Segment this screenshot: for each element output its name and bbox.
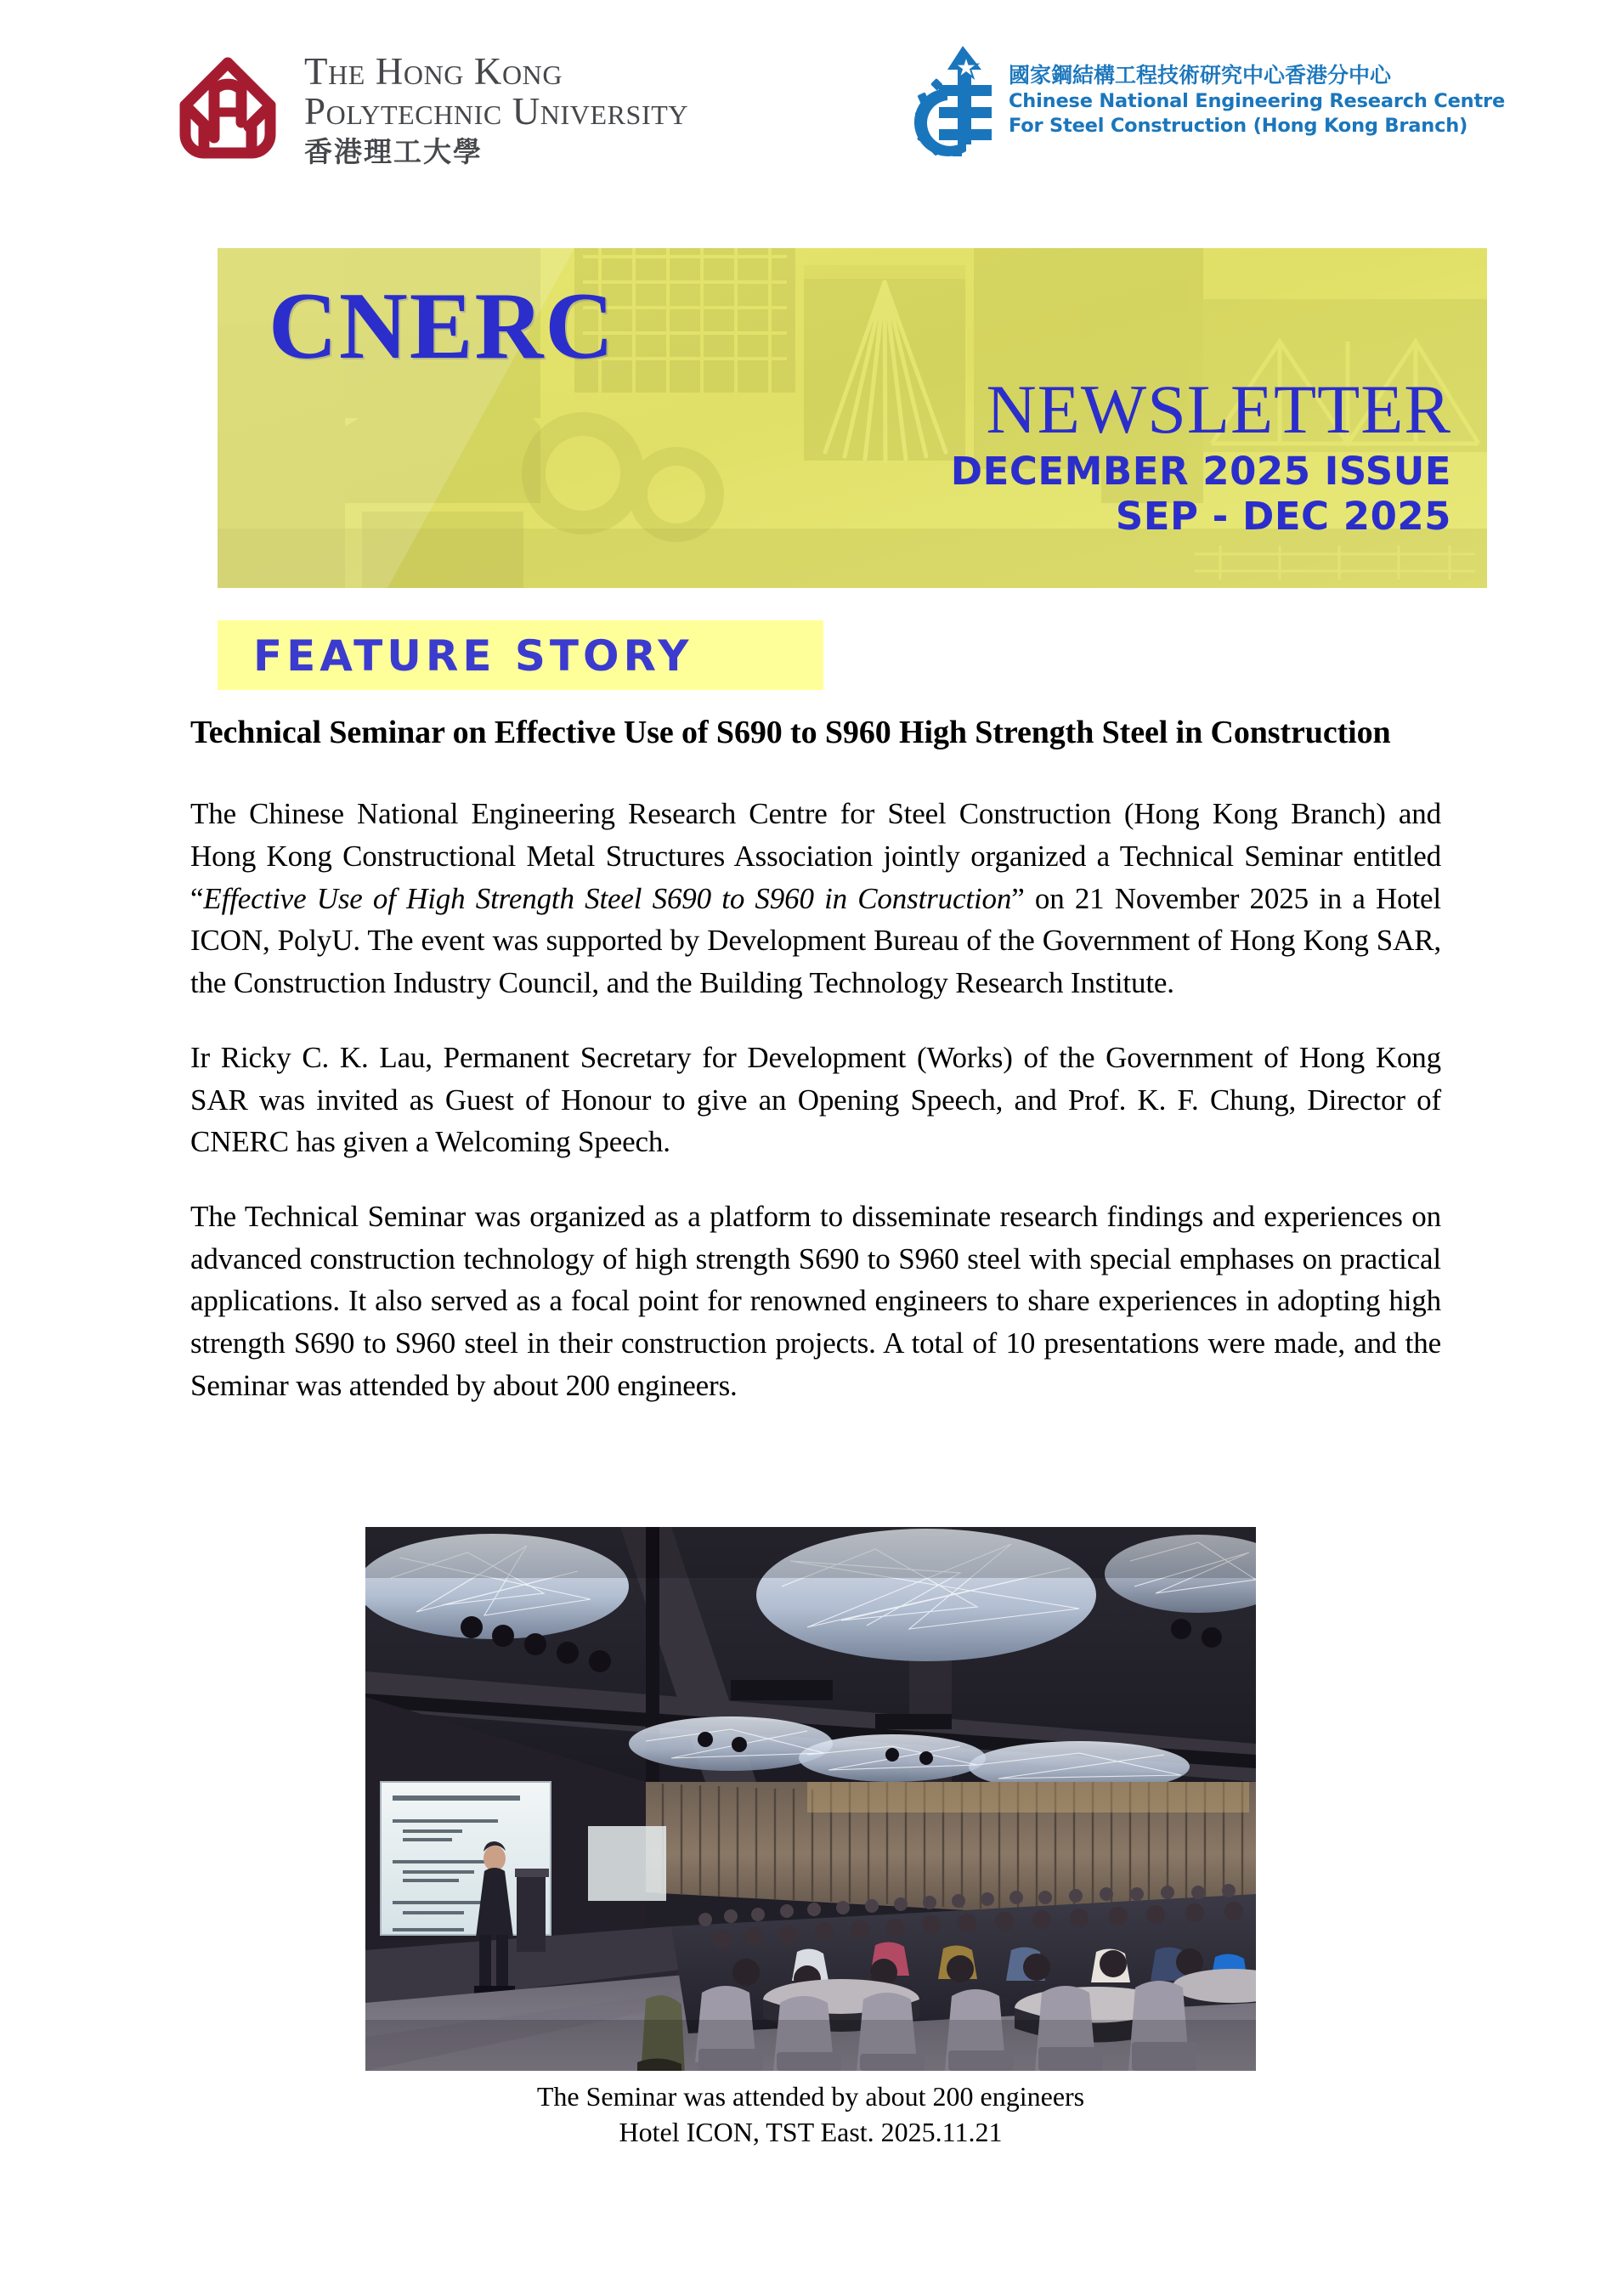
cnerc-wordmark bbox=[1009, 44, 1505, 139]
cnerc-name-chinese: 國家鋼結構工程技術研究中心香港分中心 bbox=[1009, 63, 1392, 88]
newsletter-banner bbox=[218, 248, 1487, 588]
polyu-name-line1: The Hong Kong bbox=[304, 49, 563, 93]
cnerc-gear-icon bbox=[913, 44, 997, 156]
banner-newsletter-label: NEWSLETTER bbox=[986, 370, 1451, 448]
photo-caption bbox=[365, 2079, 1256, 2150]
photo-caption-line1: The Seminar was attended by about 200 engineers bbox=[536, 2081, 1085, 2112]
banner-period-label: SEP - DEC 2025 bbox=[1115, 493, 1451, 539]
polyu-logo bbox=[163, 41, 775, 177]
polyu-knot-icon bbox=[163, 49, 292, 168]
cnerc-name-english-line2: For Steel Construction (Hong Kong Branch) bbox=[1009, 114, 1468, 137]
feature-story-tag bbox=[218, 620, 823, 690]
article-title: Technical Seminar on Effective Use of S690 to S960 High Strength Steel in Construction bbox=[190, 715, 1391, 750]
cnerc-logo bbox=[913, 44, 1542, 172]
banner-issue-label: DECEMBER 2025 ISSUE bbox=[950, 448, 1451, 494]
seminar-hall-photo bbox=[365, 1527, 1256, 2071]
polyu-name-line2: Polytechnic University bbox=[304, 89, 689, 133]
polyu-name-chinese: 香港理工大學 bbox=[304, 134, 483, 168]
article-paragraph-2: Ir Ricky C. K. Lau, Permanent Secretary for Development (Works) of the Government of Hong Kong SAR was invited as Guest of Honour to give an Opening Speech, and Prof. K. F. Chung, Director of CNERC has given a Welcoming Speech. bbox=[190, 1040, 1441, 1159]
banner-newsletter-block bbox=[950, 370, 1451, 539]
cnerc-name-english-line1: Chinese National Engineering Research Centre bbox=[1009, 89, 1506, 112]
feature-story-label: FEATURE STORY bbox=[253, 631, 693, 681]
article-paragraph-1: The Chinese National Engineering Research Centre for Steel Construction (Hong Kong Branch) and Hong Kong Constructional Metal Structures Association jointly organized a Technical Seminar entitled “Effective Use of High Strength Steel S690 to S960 in Construction” on 21 November 2025 in a Hotel ICON, PolyU. The event was supported by Development Bureau of the Government of Hong Kong SAR, the Construction Industry Council, and the Building Technology Research Institute. bbox=[190, 797, 1442, 1000]
article-body bbox=[190, 712, 1441, 1406]
polyu-wordmark bbox=[304, 49, 689, 168]
page-header bbox=[0, 0, 1623, 229]
banner-cnerc-title: CNERC bbox=[269, 274, 616, 379]
article-paragraph-3: The Technical Seminar was organized as a platform to disseminate research findings and experiences on advanced construction technology of high strength S690 to S960 steel with special emphases on practical applications. It also served as a focal point for renowned engineers to share experiences in adopting high strength S690 to S960 steel in their construction projects. A total of 10 presentations were made, and the Seminar was attended by about 200 engineers. bbox=[190, 1199, 1441, 1402]
photo-caption-line2: Hotel ICON, TST East. 2025.11.21 bbox=[619, 2116, 1003, 2147]
